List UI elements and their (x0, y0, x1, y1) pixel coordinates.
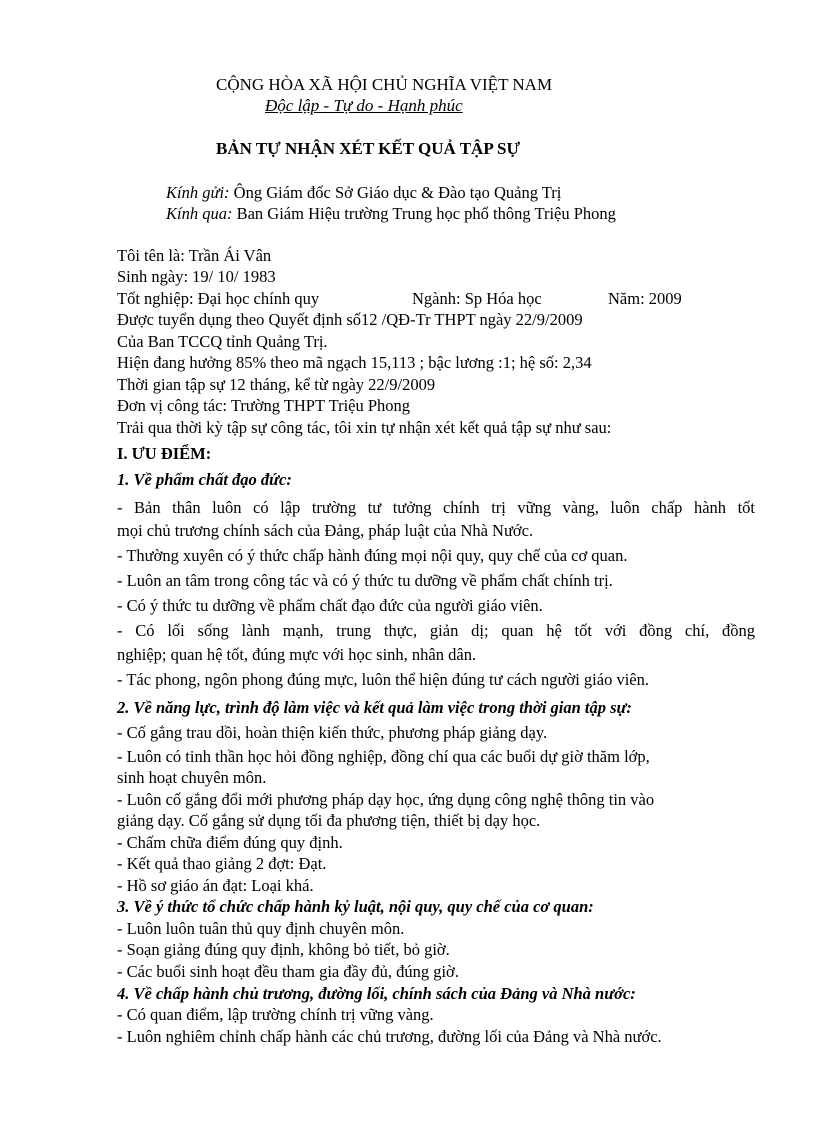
discipline-point-1: - Luôn luôn tuân thủ quy định chuyên môn. (117, 919, 405, 938)
discipline-point-2: - Soạn giảng đúng quy định, không bỏ tiết, bỏ giờ. (117, 940, 450, 959)
ethics-point-5b: nghiệp; quan hệ tốt, đúng mực với học sinh, nhân dân. (117, 645, 477, 664)
info-major: Ngành: Sp Hóa học (412, 289, 542, 308)
info-decision: Được tuyển dụng theo Quyết định số12 /QĐ-Tr THPT ngày 22/9/2009 (117, 310, 583, 329)
ethics-point-1a: - Bản thân luôn có lập trường tư tưởng chính trị vững vàng, luôn chấp hành tốt (117, 498, 755, 517)
competence-point-3b: giảng dạy. Cố gắng sử dụng tối đa phương tiện, thiết bị dạy học. (117, 811, 541, 830)
recipient-to-value: Ông Giám đốc Sở Giáo dục & Đào tạo Quảng Trị (233, 183, 562, 202)
info-grad-type: Tốt nghiệp: Đại học chính quy (117, 289, 320, 308)
ethics-point-3: - Luôn an tâm trong công tác và có ý thức tu dưỡng về phẩm chất chính trị. (117, 571, 613, 590)
recipient-via-value: Ban Giám Hiệu trường Trung học phổ thông Triệu Phong (236, 204, 616, 223)
competence-point-4: - Chấm chữa điểm đúng quy định. (117, 833, 343, 852)
competence-point-5: - Kết quả thao giảng 2 đợt: Đạt. (117, 854, 327, 873)
recipient-via-label: Kính qua: (166, 204, 233, 223)
ethics-point-1b: mọi chủ trương chính sách của Đảng, pháp luật của Nhà Nước. (117, 521, 534, 540)
competence-point-1: - Cố gắng trau dồi, hoàn thiện kiến thức, phương pháp giảng dạy. (117, 723, 548, 742)
competence-point-2a: - Luôn có tinh thần học hỏi đồng nghiệp, đồng chí qua các buổi dự giờ thăm lớp, (117, 747, 650, 766)
ethics-point-2: - Thường xuyên có ý thức chấp hành đúng mọi nội quy, quy chế của cơ quan. (117, 546, 628, 565)
competence-point-3a: - Luôn cố gắng đổi mới phương pháp dạy học, ứng dụng công nghệ thông tin vào (117, 790, 655, 809)
info-period: Thời gian tập sự 12 tháng, kể từ ngày 22/9/2009 (117, 375, 436, 394)
info-agency: Của Ban TCCQ tỉnh Quảng Trị. (117, 332, 328, 351)
recipient-to (166, 182, 561, 204)
competence-point-6: - Hồ sơ giáo án đạt: Loại khá. (117, 876, 314, 895)
ethics-point-6: - Tác phong, ngôn phong đúng mực, luôn thể hiện đúng tư cách người giáo viên. (117, 670, 649, 689)
policy-point-1: - Có quan điểm, lập trường chính trị vững vàng. (117, 1005, 434, 1024)
discipline-point-3: - Các buổi sinh hoạt đều tham gia đầy đủ, đúng giờ. (117, 962, 459, 981)
info-year: Năm: 2009 (608, 289, 682, 308)
ethics-point-5a: - Có lối sống lành mạnh, trung thực, giản dị; quan hệ tốt với đồng chí, đồng (117, 621, 755, 640)
sub-heading-policy: 4. Về chấp hành chủ trương, đường lối, chính sách của Đảng và Nhà nước: (117, 984, 636, 1003)
sub-heading-discipline: 3. Về ý thức tổ chức chấp hành kỷ luật, nội quy, quy chế của cơ quan: (117, 897, 594, 916)
ethics-point-4: - Có ý thức tu dưỡng về phẩm chất đạo đức của người giáo viên. (117, 596, 543, 615)
section-heading-advantages: I. ƯU ĐIỂM: (117, 444, 212, 463)
info-dob: Sinh ngày: 19/ 10/ 1983 (117, 267, 276, 286)
sub-heading-ethics: 1. Về phẩm chất đạo đức: (117, 470, 292, 489)
recipient-via (166, 203, 616, 225)
sub-heading-competence: 2. Về năng lực, trình độ làm việc và kết quả làm việc trong thời gian tập sự: (117, 698, 632, 717)
motto: Độc lập - Tự do - Hạnh phúc (265, 96, 463, 115)
document-title: BẢN TỰ NHẬN XÉT KẾT QUẢ TẬP SỰ (216, 139, 521, 158)
competence-point-2b: sinh hoạt chuyên môn. (117, 768, 267, 787)
info-unit: Đơn vị công tác: Trường THPT Triệu Phong (117, 396, 411, 415)
country-name: CỘNG HÒA XÃ HỘI CHỦ NGHĨA VIỆT NAM (216, 75, 553, 94)
policy-point-2: - Luôn nghiêm chỉnh chấp hành các chủ trương, đường lối của Đảng và Nhà nước. (117, 1027, 662, 1046)
info-intro: Trải qua thời kỳ tập sự công tác, tôi xin tự nhận xét kết quả tập sự như sau: (117, 418, 612, 437)
info-salary: Hiện đang hưởng 85% theo mã ngạch 15,113 ; bậc lương :1; hệ số: 2,34 (117, 353, 592, 372)
recipient-to-label: Kính gửi: (166, 183, 230, 202)
info-name: Tôi tên là: Trần Ái Vân (117, 246, 272, 265)
info-graduation (117, 288, 319, 310)
